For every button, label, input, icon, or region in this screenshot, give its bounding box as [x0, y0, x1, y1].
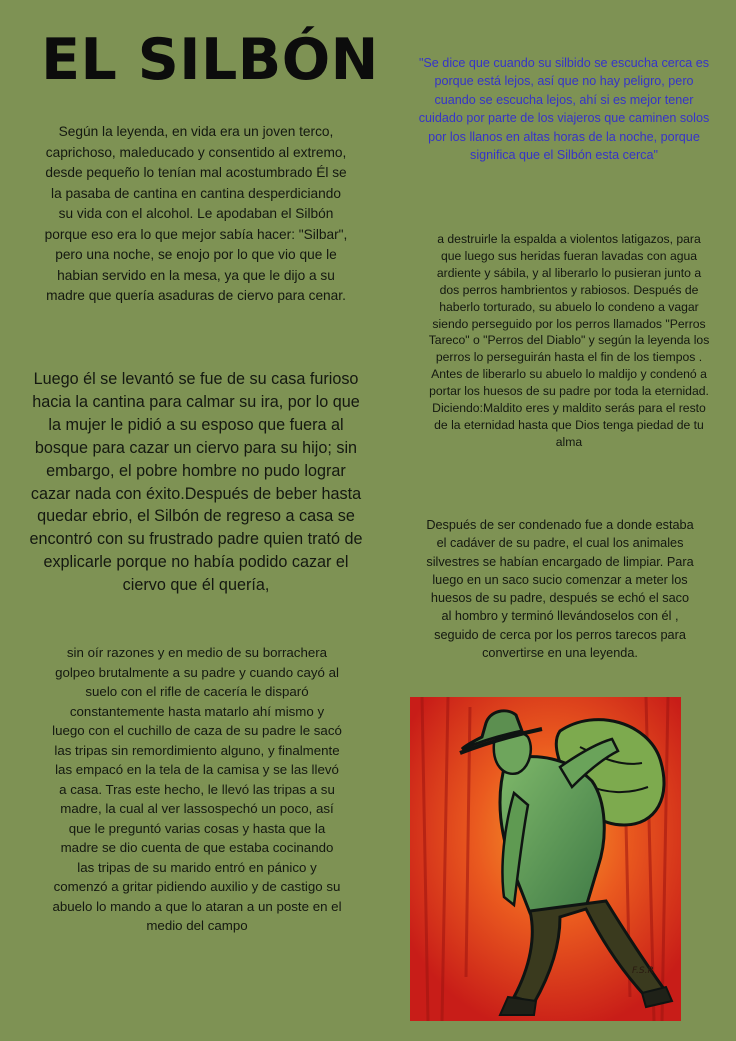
silbon-illustration — [410, 697, 681, 1021]
paragraph-ending: Después de ser condenado fue a donde estaba el cadáver de su padre, el cual los animales silvestres se habían encargado de limpiar. Para luego en un saco sucio comenzar a meter los huesos de su padre, después se echó el saco al hombro y terminó llevándoselos con él , seguido de cerca por los perros tarecos para convertirse en una leyenda. — [426, 518, 694, 661]
paragraph-intro: Según la leyenda, en vida era un joven terco, caprichoso, maleducado y consentido al extremo, desde pequeño lo tenían mal acostumbrado Él se la pasaba de cantina en cantina desperdiciando su vida con el alcohol. Le apodaban el Silbón porque eso era lo que mejor sabía hacer: "Silbar", pero una noche, se enojo por lo que vio que le habian servido en la mesa, ya que le dijo a su madre que quería asaduras de ciervo para cenar. — [44, 124, 348, 303]
legend-quote: "Se dice que cuando su silbido se escucha cerca es porque está lejos, así que no hay peligro, pero cuando se escucha lejos, ahí si es mejor tener cuidado por parte de los viajeros que caminen solos por los llanos en altas horas de la noche, porque significa que el Silbón esta cerca" — [418, 56, 710, 163]
paragraph-punishment: a destruirle la espalda a violentos latigazos, para que luego sus heridas fueran lavadas con agua ardiente y sábila, y al liberarlo lo pusieran junto a dos perros hambrientos y rabiosos. Después de haberlo torturado, su abuelo lo condeno a vagar siendo perseguido por los perros llamados "Perros Tareco" o "Perros del Diablo" y según la leyenda los perros lo perseguirán hasta el fin de los tiempos . Antes de liberarlo su abuelo lo maldijo y condenó a portar los huesos de su padre por toda la eternidad. Diciendo:Maldito eres y maldito serás para el resto de la eternidad hasta que Dios tenga piedad de tu alma — [428, 232, 710, 449]
paragraph-hunt: Luego él se levantó se fue de su casa furioso hacia la cantina para calmar su ira, por lo que la mujer le pidió a su esposo que fuera al bosque para cazar un ciervo para su hijo; sin embargo, el pobre hombre no pudo lograr cazar nada con éxito.Después de beber hasta quedar ebrio, el Silbón de regreso a casa se encontró con su frustrado padre quien trató de explicarle porque no había podido cazar el ciervo que él quería, — [29, 370, 363, 595]
page-title: EL SILBÓN — [41, 27, 379, 93]
artist-signature: F.S.R — [632, 966, 654, 976]
paragraph-crime: sin oír razones y en medio de su borrachera golpeo brutalmente a su padre y cuando cayó al suelo con el rifle de cacería le disparó constantemente hasta matarlo ahí mismo y luego con el cuchillo de caza de su padre le sacó las tripas sin remordimiento alguno, y finalmente las empacó en la tela de la camisa y se las llevó a casa. Tras este hecho, le llevó las tripas a su madre, la cual al ver lassospechó un poco, así que le preguntó varias cosas y hasta que la madre se dio cuenta de que estaba cocinando las tripas de su marido entró en pánico y comenzó a gritar pidiendo auxilio y de castigo su abuelo lo mando a que lo ataran a un poste en el medio del campo — [52, 645, 342, 933]
